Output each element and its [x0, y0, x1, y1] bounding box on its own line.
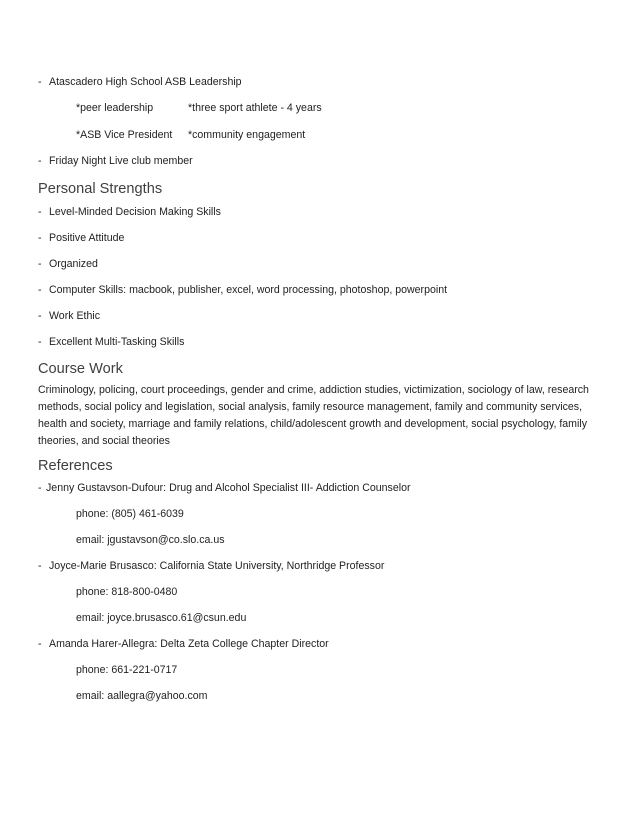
bullet-dash: - — [38, 155, 42, 167]
bullet-dash: - — [38, 638, 42, 650]
reference-email: email: aallegra@yahoo.com — [76, 690, 208, 702]
asb-detail-community-engagement: *community engagement — [188, 129, 306, 141]
reference-phone: phone: 661-221-0717 — [76, 664, 178, 676]
reference-email: email: joyce.brusasco.61@csun.edu — [76, 612, 247, 624]
bullet-dash: - — [38, 560, 42, 572]
bullet-dash: - — [38, 482, 42, 494]
activity-friday-night-live: Friday Night Live club member — [49, 155, 193, 167]
strength-item: Work Ethic — [49, 310, 101, 322]
reference-phone: phone: 818-800-0480 — [76, 586, 178, 598]
strength-item: Level-Minded Decision Making Skills — [49, 206, 221, 218]
strength-item: Positive Attitude — [49, 232, 125, 244]
strength-item: Excellent Multi-Tasking Skills — [49, 336, 185, 348]
bullet-dash: - — [38, 258, 42, 270]
bullet-dash: - — [38, 76, 42, 88]
strength-item: Computer Skills: macbook, publisher, excel, word processing, photoshop, powerpoint — [49, 284, 448, 296]
coursework-paragraph: Criminology, policing, court proceedings, gender and crime, addiction studies, victimization, sociology of law, research methods, social policy and legislation, social analysis, family resource management, family and community services, health and society, marriage and family relations, child/adolescent growth and development, social psychology, family theories, and social theories — [38, 384, 589, 447]
bullet-dash: - — [38, 310, 42, 322]
asb-detail-peer-leadership: *peer leadership — [76, 102, 154, 114]
bullet-dash: - — [38, 206, 42, 218]
reference-name: Jenny Gustavson-Dufour: Drug and Alcohol Specialist III- Addiction Counselor — [46, 482, 411, 494]
bullet-dash: - — [38, 284, 42, 296]
reference-name: Amanda Harer-Allegra: Delta Zeta College Chapter Director — [49, 638, 329, 650]
bullet-dash: - — [38, 232, 42, 244]
activity-asb-leadership: Atascadero High School ASB Leadership — [49, 76, 242, 88]
asb-detail-sport-athlete: *three sport athlete - 4 years — [188, 102, 322, 114]
asb-detail-vice-president: *ASB Vice President — [76, 129, 173, 141]
reference-phone: phone: (805) 461-6039 — [76, 508, 184, 520]
reference-email: email: jgustavson@co.slo.ca.us — [76, 534, 225, 546]
reference-name: Joyce-Marie Brusasco: California State University, Northridge Professor — [49, 560, 385, 572]
section-heading-personal-strengths: Personal Strengths — [38, 181, 163, 197]
strength-item: Organized — [49, 258, 98, 270]
section-heading-references: References — [38, 458, 113, 474]
bullet-dash: - — [38, 336, 42, 348]
section-heading-course-work: Course Work — [38, 361, 123, 377]
